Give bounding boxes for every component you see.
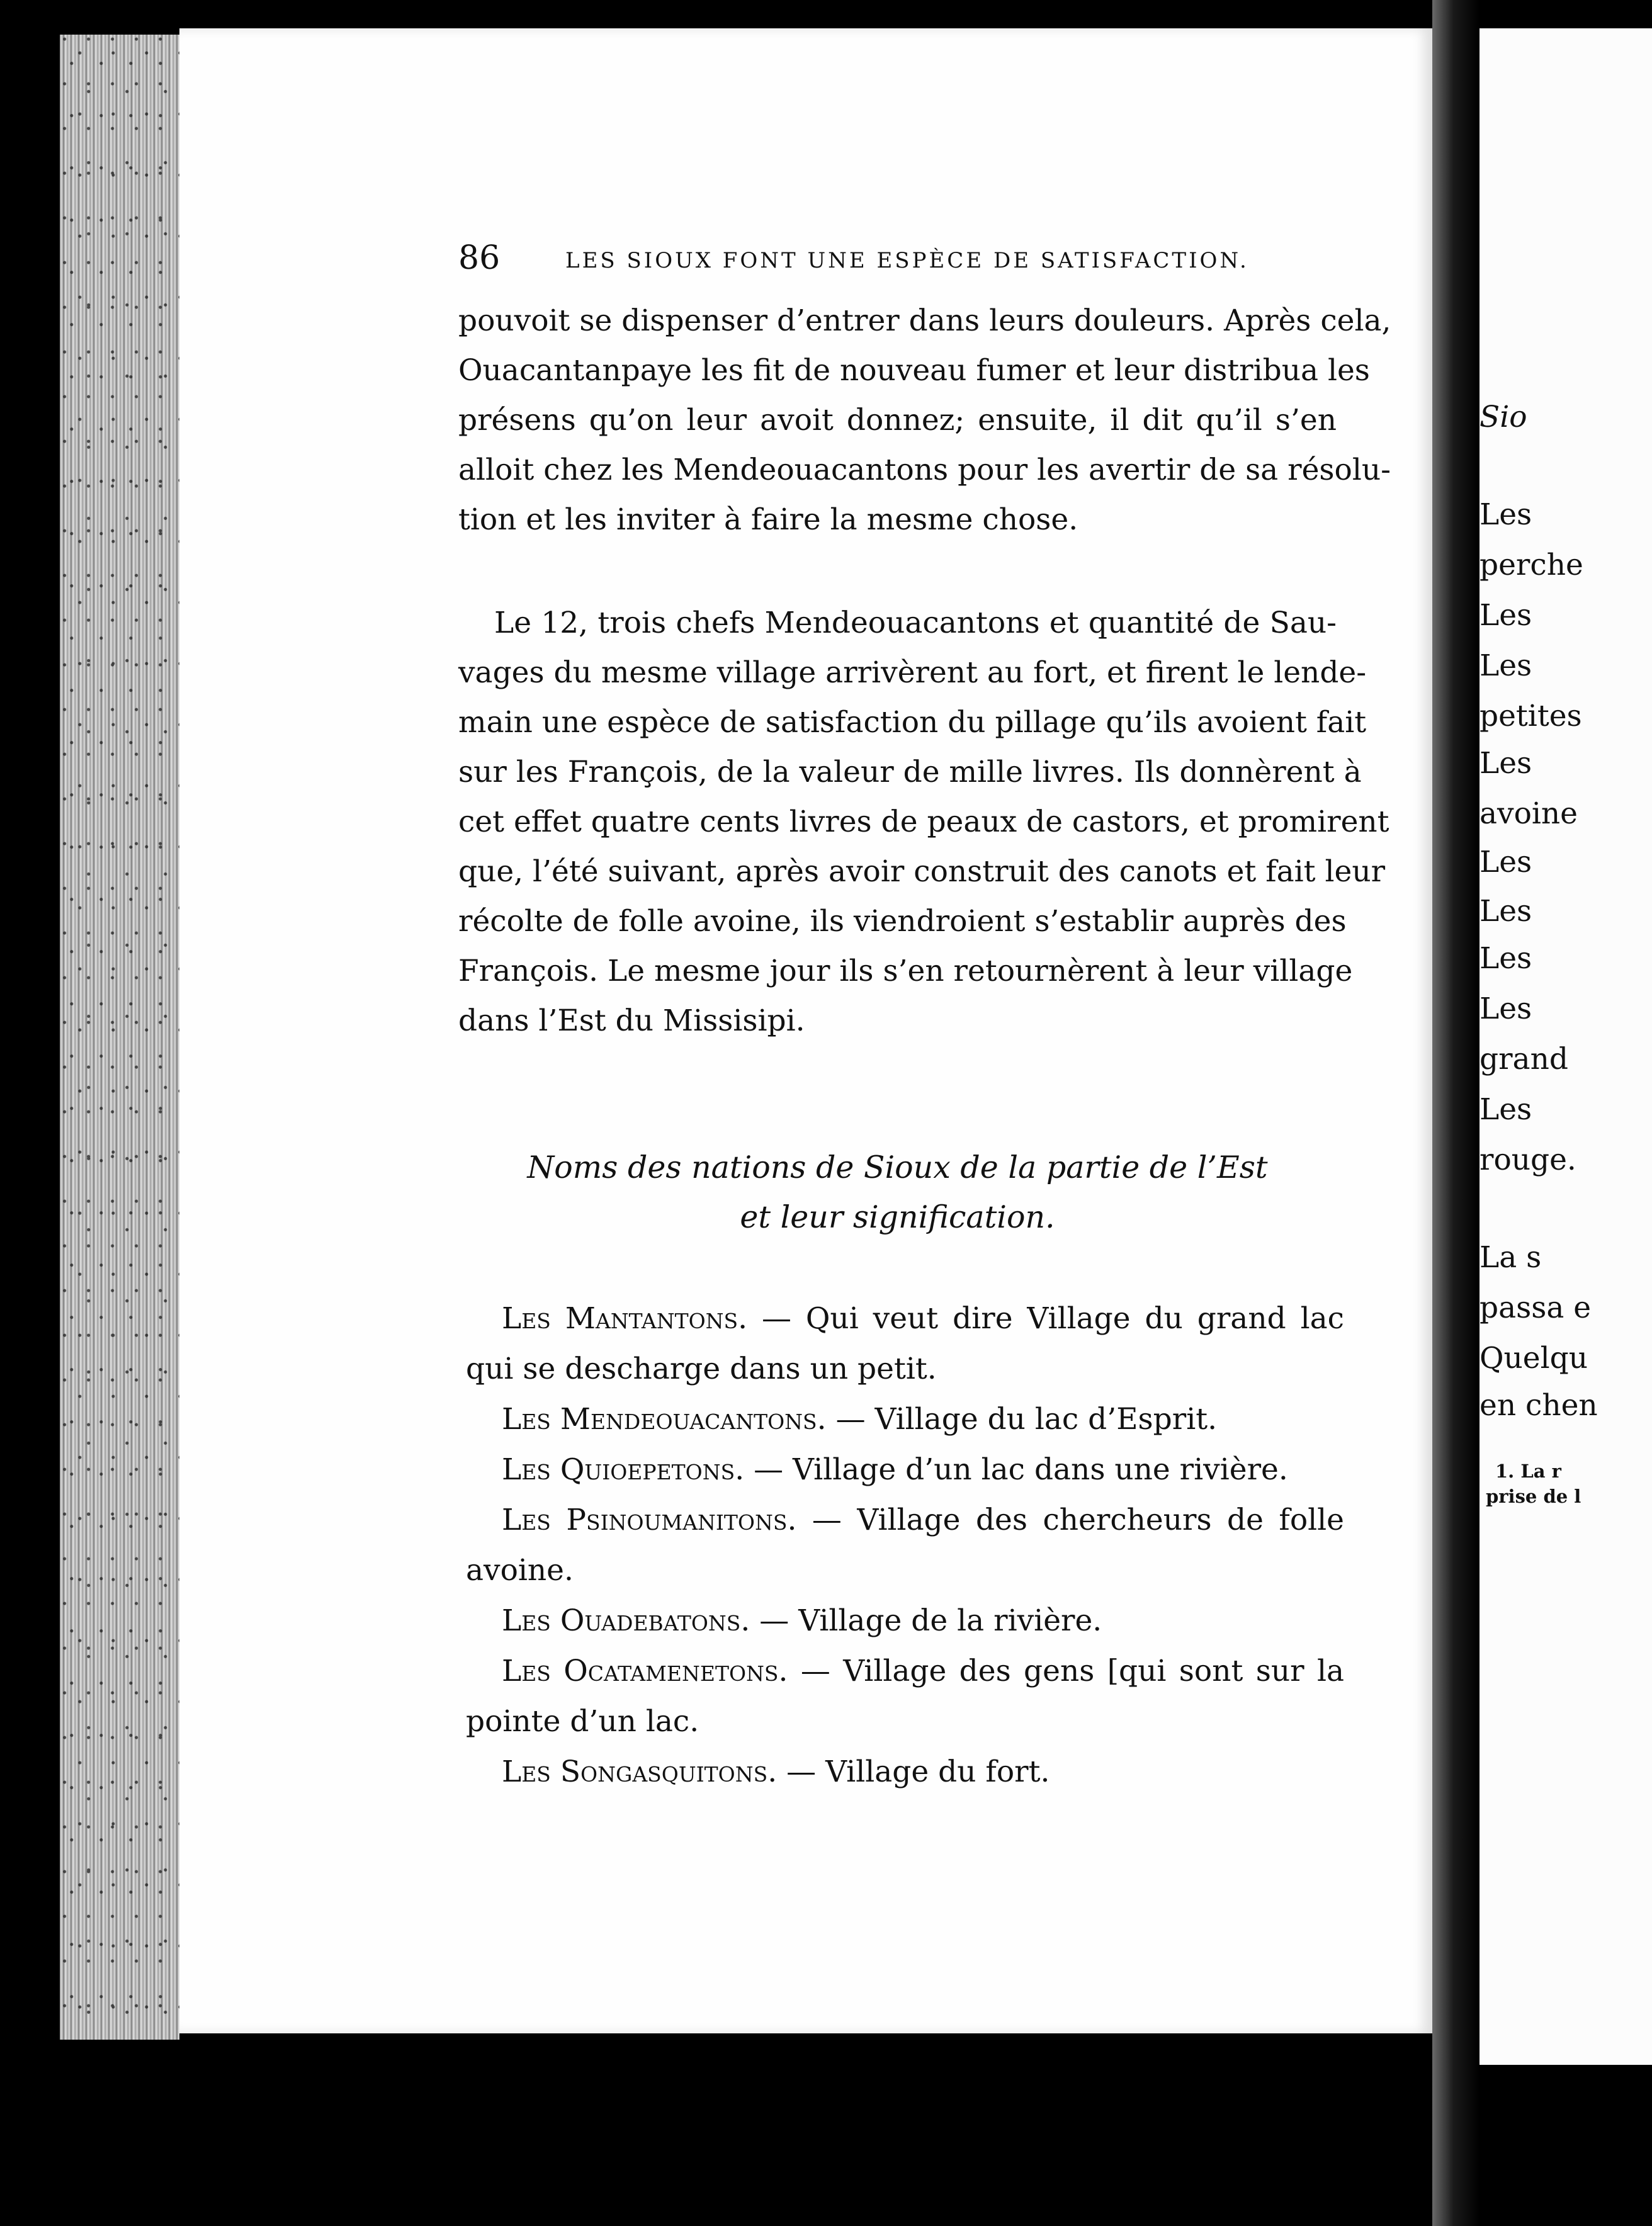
nation-meaning-continued: pointe d’un lac. (466, 1704, 699, 1739)
paragraph-1 (458, 296, 1391, 545)
text-line: Le 12, trois chefs Mendeouacantons et quantité de Sau- (494, 606, 1337, 640)
right-page-fragment: Les (1479, 598, 1532, 633)
running-head (458, 239, 1249, 277)
text-line: que, l’été suivant, après avoir construit des canots et fait leur (458, 854, 1386, 889)
list-item (466, 1495, 1344, 1596)
right-page-fragment: Quelqu (1479, 1341, 1588, 1376)
nation-meaning: — Village du lac d’Esprit. (835, 1402, 1218, 1437)
right-page-fragment: passa e (1479, 1291, 1592, 1325)
list-item (466, 1445, 1344, 1495)
right-page-fragment: Les (1479, 894, 1532, 929)
list-item (466, 1596, 1344, 1646)
nation-name: Les Psinoumanitons. (502, 1503, 797, 1537)
right-page-fragment: Les (1479, 648, 1532, 683)
list-item (466, 1646, 1344, 1747)
text-line: récolte de folle avoine, ils viendroient s’establir auprès des (458, 904, 1347, 939)
right-page-fragment: Les (1479, 497, 1532, 532)
nation-meaning: — Village de la rivière. (759, 1603, 1102, 1638)
page-edges-stack (60, 35, 179, 2040)
section-heading-line: et leur signification. (740, 1199, 1055, 1235)
right-page-fragment: petites (1479, 699, 1582, 733)
text-line: pouvoit se dispenser d’entrer dans leurs douleurs. Après cela, (458, 303, 1391, 338)
section-heading (458, 1143, 1337, 1242)
list-item (466, 1394, 1344, 1445)
right-page-fragment: avoine (1479, 796, 1578, 831)
nation-name: Les Songasquitons. (502, 1754, 778, 1789)
list-item (466, 1294, 1344, 1394)
right-page-fragment: La s (1479, 1240, 1542, 1275)
nation-meaning: — Village d’un lac dans une rivière. (754, 1452, 1288, 1487)
nation-meaning: — Qui veut dire Village du grand lac (761, 1301, 1344, 1336)
text-line: alloit chez les Mendeouacantons pour les avertir de sa résolu- (458, 453, 1391, 487)
nation-name: Les Quioepetons. (502, 1452, 745, 1487)
right-page-fragment: Les (1479, 941, 1532, 976)
text-line: vages du mesme village arrivèrent au fort, et firent le lende- (458, 655, 1367, 690)
paragraph-2 (458, 598, 1389, 1046)
text-line: François. Le mesme jour ils s’en retournèrent à leur village (458, 954, 1353, 988)
right-page (1479, 28, 1652, 2065)
text-line: sur les François, de la valeur de mille livres. Ils donnèrent à (458, 755, 1362, 789)
nation-meaning: — Village du fort. (786, 1754, 1050, 1789)
right-page-fragment: grand (1479, 1042, 1568, 1076)
text-line: dans l’Est du Missisipi. (458, 1003, 805, 1038)
text-line: Ouacantanpaye les fit de nouveau fumer et leur distribua les (458, 353, 1370, 388)
nation-name: Les Mantantons. (502, 1301, 748, 1336)
text-line: main une espèce de satisfaction du pillage qu’ils avoient fait (458, 705, 1367, 740)
right-page-fragment: Les (1479, 845, 1532, 879)
nation-meaning-continued: qui se descharge dans un petit. (466, 1352, 937, 1386)
nation-meaning: — Village des chercheurs de folle (812, 1503, 1344, 1537)
right-page-fragment: rouge. (1479, 1143, 1576, 1177)
right-page-fragment: Sio (1479, 400, 1527, 434)
right-page-fragment: perche (1479, 548, 1583, 582)
nation-name: Les Ouadebatons. (502, 1603, 750, 1638)
list-item (466, 1747, 1344, 1797)
text-line: présens qu’on leur avoit donnez; ensuite, il dit qu’il s’en (458, 403, 1337, 438)
text-line: cet effet quatre cents livres de peaux de castors, et promirent (458, 805, 1389, 839)
nation-name: Les Mendeouacantons. (502, 1402, 827, 1437)
right-page-footnote: prise de l (1486, 1486, 1581, 1507)
nations-list (466, 1294, 1344, 1797)
nation-name: Les Ocatamenetons. (502, 1654, 788, 1688)
right-page-fragment: Les (1479, 746, 1532, 781)
book-gutter (1432, 0, 1479, 2226)
right-page-fragment: en chen (1479, 1388, 1598, 1423)
text-line: tion et les inviter à faire la mesme chose. (458, 502, 1078, 537)
running-head-title: LES SIOUX FONT UNE ESPÈCE DE SATISFACTION. (565, 248, 1249, 273)
nation-meaning-continued: avoine. (466, 1553, 574, 1588)
right-page-footnote: 1. La r (1495, 1460, 1561, 1482)
nation-meaning: — Village des gens [qui sont sur la (800, 1654, 1345, 1688)
right-page-fragment: Les (1479, 1092, 1532, 1127)
section-heading-line: Noms des nations de Sioux de la partie de l’Est (527, 1150, 1268, 1185)
right-page-fragment: Les (1479, 992, 1532, 1026)
page-number: 86 (458, 239, 501, 277)
